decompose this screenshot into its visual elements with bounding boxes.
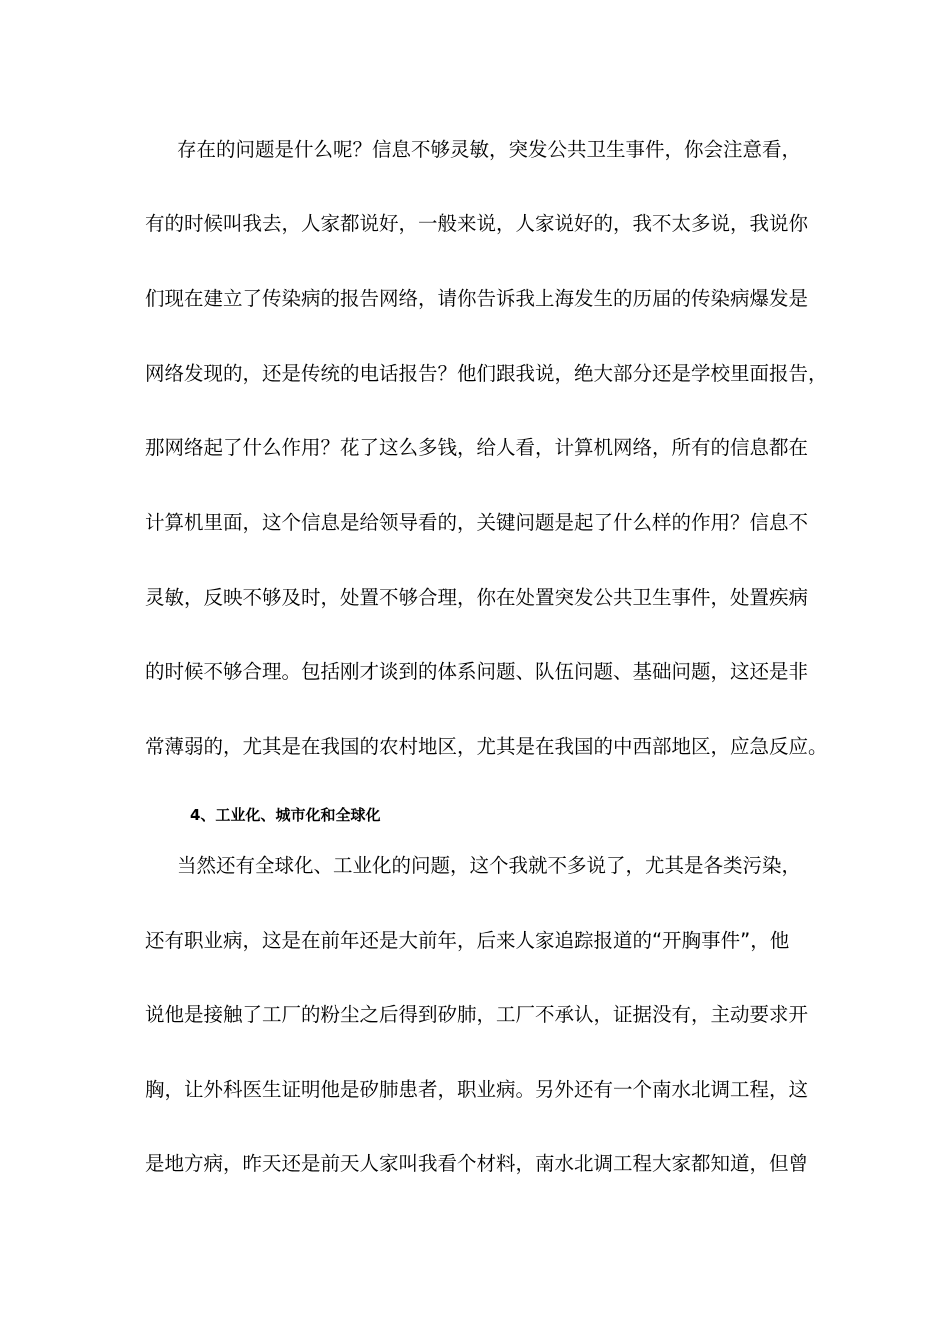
paragraph-line: 那网络起了什么作用？花了这么多钱，给人看，计算机网络，所有的信息都在	[145, 436, 809, 459]
paragraph-line: 计算机里面，这个信息是给领导看的，关键问题是起了什么样的作用？信息不	[145, 511, 809, 534]
paragraph-line: 有的时候叫我去，人家都说好，一般来说，人家说好的，我不太多说，我说你	[145, 212, 809, 235]
paragraph-line: 网络发现的，还是传统的电话报告？他们跟我说，绝大部分还是学校里面报告，	[145, 362, 828, 385]
paragraph-line: 说他是接触了工厂的粉尘之后得到矽肺，工厂不承认，证据没有，主动要求开	[145, 1003, 809, 1026]
paragraph-line: 胸，让外科医生证明他是矽肺患者，职业病。另外还有一个南水北调工程，这	[145, 1078, 809, 1101]
paragraph-line: 当然还有全球化、工业化的问题，这个我就不多说了，尤其是各类污染，	[177, 854, 802, 877]
paragraph-line: 们现在建立了传染病的报告网络，请你告诉我上海发生的历届的传染病爆发是	[145, 287, 809, 310]
paragraph-line: 存在的问题是什么呢？信息不够灵敏，突发公共卫生事件，你会注意看，	[177, 138, 802, 161]
paragraph-line: 常薄弱的，尤其是在我国的农村地区，尤其是在我国的中西部地区，应急反应。	[145, 735, 828, 758]
paragraph-line: 灵敏，反映不够及时，处置不够合理，你在处置突发公共卫生事件，处置疾病	[145, 586, 809, 609]
paragraph-line: 还有职业病，这是在前年还是大前年，后来人家追踪报道的“开胸事件”，他	[145, 929, 790, 952]
paragraph-line: 是地方病，昨天还是前天人家叫我看个材料，南水北调工程大家都知道，但曾	[145, 1152, 809, 1175]
section-heading: 4、工业化、城市化和全球化	[190, 806, 381, 824]
paragraph-line: 的时候不够合理。包括刚才谈到的体系问题、队伍问题、基础问题，这还是非	[145, 660, 809, 683]
